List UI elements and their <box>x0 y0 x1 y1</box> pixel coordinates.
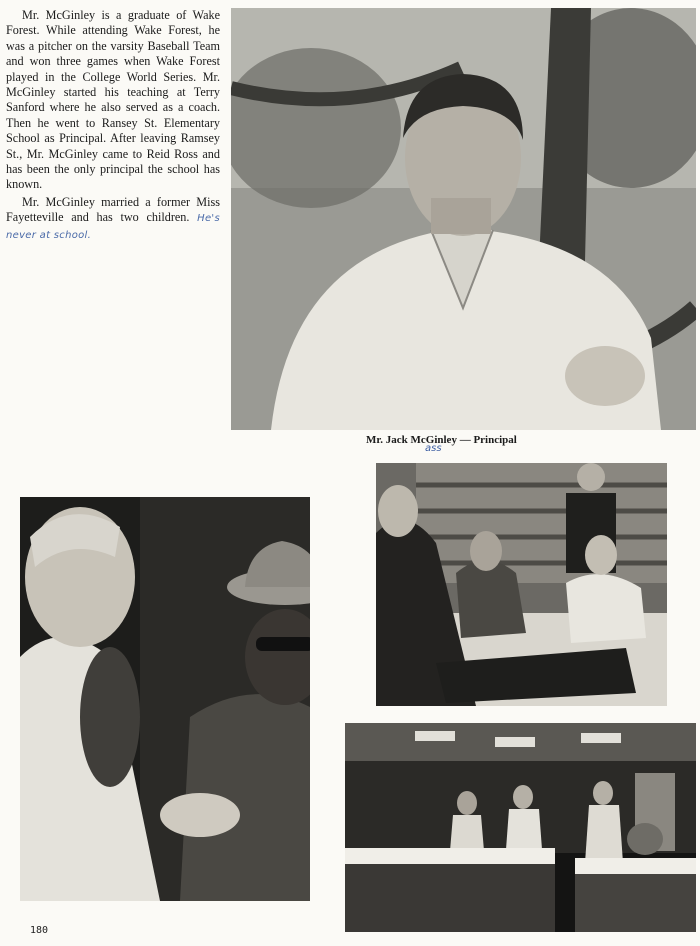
page-number: 180 <box>30 925 49 936</box>
handwritten-note: He's never at school. <box>6 213 220 241</box>
meeting-photo <box>376 463 667 706</box>
principal-portrait-photo <box>231 8 696 430</box>
handshake-photo <box>20 497 310 901</box>
bio-paragraph-2 <box>6 195 220 243</box>
handwritten-caption-mark: ass <box>425 443 442 454</box>
bio-paragraph-1: Mr. McGinley is a graduate of Wake Forest. While attending Wake Forest, he was a pitcher on the varsity Baseball Team and won three games when Wake Forest played in the College World Series. Mr. McGinley started his teaching at Terry Sanford where he also served as a coach. Then he went to Ransey St. Elementary School as Principal. After leaving Ramsey St., Mr. McGinley came to Reid Ross and has been the only principal the school has known. <box>6 8 220 192</box>
biography-text <box>6 8 220 245</box>
bio-paragraph-2-text: Mr. McGinley married a former Miss Fayetteville and has two children. <box>6 194 220 225</box>
portrait-caption: Mr. Jack McGinley — Principal <box>366 434 517 446</box>
office-photo <box>345 723 696 932</box>
